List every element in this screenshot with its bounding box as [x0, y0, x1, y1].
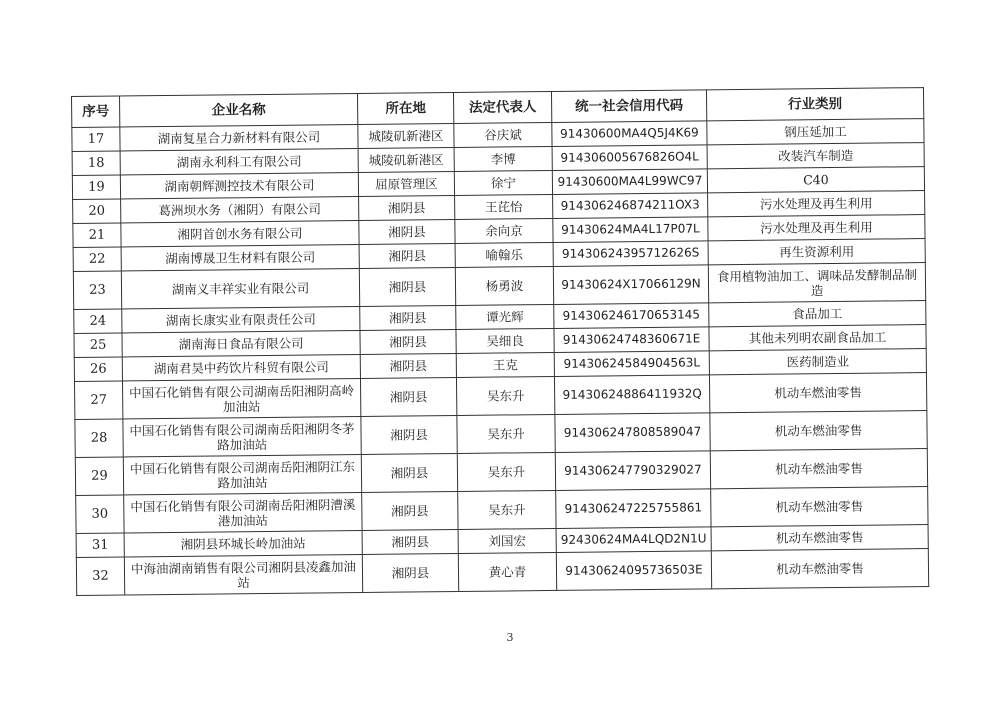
location-cell: 湘阴县	[362, 529, 458, 554]
header-index: 序号	[72, 96, 120, 128]
industry-cell: 食用植物油加工、调味品发酵制品制造	[708, 263, 925, 303]
location-cell: 湘阴县	[359, 243, 455, 268]
credit-code-cell: 91430624MA4L17P07L	[553, 217, 708, 243]
credit-code-cell: 92430624MA4LQD2N1U	[556, 527, 711, 553]
header-company-name: 企业名称	[120, 93, 358, 126]
legal-representative-cell: 吴东升	[457, 452, 555, 491]
industry-cell: 污水处理及再生利用	[708, 191, 925, 217]
legal-representative-cell: 王芘怡	[455, 194, 553, 219]
location-cell: 湘阴县	[359, 219, 455, 244]
location-cell: 城陵矶新港区	[358, 147, 454, 172]
company-name-cell: 中国石化销售有限公司湖南岳阳湘阴漕溪港加油站	[124, 492, 362, 532]
industry-cell: 污水处理及再生利用	[708, 215, 925, 241]
company-name-cell: 中国石化销售有限公司湖南岳阳湘阴冬茅路加油站	[123, 416, 361, 456]
row-index-cell: 26	[74, 357, 122, 382]
legal-representative-cell: 王克	[456, 352, 554, 377]
legal-representative-cell: 吴细良	[456, 328, 554, 353]
credit-code-cell: 914306005676826O4L	[552, 145, 707, 171]
location-cell: 湘阴县	[359, 195, 455, 220]
location-cell: 城陵矶新港区	[358, 123, 454, 148]
industry-cell: 机动车燃油零售	[710, 411, 927, 451]
industry-cell: C40	[707, 167, 924, 193]
industry-cell: 机动车燃油零售	[711, 487, 928, 527]
legal-representative-cell: 吴东升	[458, 490, 556, 529]
row-index-cell: 27	[74, 381, 122, 420]
company-name-cell: 葛洲坝水务（湘阴）有限公司	[121, 196, 359, 222]
company-name-cell: 中国石化销售有限公司湖南岳阳湘阴高岭加油站	[122, 378, 360, 418]
header-location: 所在地	[357, 92, 453, 124]
company-name-cell: 湖南君昊中药饮片科贸有限公司	[122, 354, 360, 380]
legal-representative-cell: 刘国宏	[458, 528, 556, 553]
company-name-cell: 湖南义丰祥实业有限公司	[121, 268, 359, 308]
industry-cell: 机动车燃油零售	[709, 373, 926, 413]
industry-cell: 医药制造业	[709, 349, 926, 375]
legal-representative-cell: 吴东升	[457, 414, 555, 453]
industry-cell: 食品加工	[709, 301, 926, 327]
location-cell: 湘阴县	[360, 353, 456, 378]
industry-cell: 其他未列明农副食品加工	[709, 325, 926, 351]
company-name-cell: 中海油湖南销售有限公司湘阴县凌鑫加油站	[124, 554, 362, 594]
location-cell: 湘阴县	[360, 305, 456, 330]
industry-cell: 机动车燃油零售	[711, 549, 928, 589]
credit-code-cell: 91430624095736503E	[556, 551, 711, 591]
location-cell: 湘阴县	[359, 267, 455, 306]
row-index-cell: 32	[76, 557, 124, 596]
industry-cell: 再生资源利用	[708, 239, 925, 265]
company-name-cell: 湖南朝辉测控技术有限公司	[120, 172, 358, 198]
location-cell: 湘阴县	[361, 453, 457, 492]
legal-representative-cell: 杨勇波	[455, 266, 553, 305]
credit-code-cell: 914306247225755861	[556, 489, 711, 529]
credit-code-cell: 91430600MA4L99WC97	[552, 169, 707, 195]
row-index-cell: 30	[76, 495, 124, 534]
legal-representative-cell: 李博	[454, 146, 552, 171]
company-name-cell: 湖南复星合力新材料有限公司	[120, 124, 358, 150]
location-cell: 屈原管理区	[358, 171, 454, 196]
legal-representative-cell: 喻翰乐	[455, 242, 553, 267]
credit-code-cell: 914306246874211OX3	[553, 193, 708, 219]
row-index-cell: 24	[74, 309, 122, 334]
company-name-cell: 湘阴县环城长岭加油站	[124, 530, 362, 556]
company-name-cell: 湘阴首创水务有限公司	[121, 220, 359, 246]
credit-code-cell: 91430624X17066129N	[553, 265, 708, 305]
credit-code-cell: 91430600MA4Q5J4K69	[552, 121, 707, 147]
company-name-cell: 湖南长康实业有限责任公司	[122, 306, 360, 332]
legal-representative-cell: 谭光辉	[456, 304, 554, 329]
industry-cell: 机动车燃油零售	[710, 449, 927, 489]
legal-representative-cell: 吴东升	[456, 376, 554, 415]
row-index-cell: 20	[73, 199, 121, 224]
row-index-cell: 17	[72, 127, 120, 152]
row-index-cell: 19	[72, 175, 120, 200]
credit-code-cell: 91430624395712626S	[553, 241, 708, 267]
legal-representative-cell: 徐宁	[454, 170, 552, 195]
company-name-cell: 湖南海日食品有限公司	[122, 330, 360, 356]
industry-cell: 改装汽车制造	[707, 143, 924, 169]
enterprise-table	[71, 87, 929, 596]
industry-cell: 钢压延加工	[707, 119, 924, 145]
location-cell: 湘阴县	[360, 329, 456, 354]
location-cell: 湘阴县	[362, 491, 458, 530]
credit-code-cell: 914306247808589047	[555, 413, 710, 453]
header-industry: 行业类别	[706, 88, 923, 121]
header-credit-code: 统一社会信用代码	[551, 90, 706, 123]
credit-code-cell: 91430624886411932Q	[554, 375, 709, 415]
legal-representative-cell: 黄心青	[458, 552, 556, 591]
row-index-cell: 22	[73, 247, 121, 272]
row-index-cell: 28	[75, 419, 123, 458]
row-index-cell: 21	[73, 223, 121, 248]
table-row	[76, 549, 928, 596]
credit-code-cell: 91430624584904563L	[554, 351, 709, 377]
row-index-cell: 23	[73, 271, 121, 310]
credit-code-cell: 914306247790329027	[555, 451, 710, 491]
legal-representative-cell: 余向京	[455, 218, 553, 243]
company-name-cell: 湖南博晟卫生材料有限公司	[121, 244, 359, 270]
row-index-cell: 31	[76, 533, 124, 558]
credit-code-cell: 914306246170653145	[554, 303, 709, 329]
company-name-cell: 湖南永利科工有限公司	[120, 148, 358, 174]
row-index-cell: 29	[75, 457, 123, 496]
row-index-cell: 18	[72, 151, 120, 176]
row-index-cell: 25	[74, 333, 122, 358]
industry-cell: 机动车燃油零售	[711, 525, 928, 551]
company-name-cell: 中国石化销售有限公司湖南岳阳湘阴江东路加油站	[123, 454, 361, 494]
location-cell: 湘阴县	[360, 377, 456, 416]
page-number: 3	[506, 631, 514, 644]
location-cell: 湘阴县	[361, 415, 457, 454]
credit-code-cell: 91430624748360671E	[554, 327, 709, 353]
location-cell: 湘阴县	[362, 553, 458, 592]
legal-representative-cell: 谷庆斌	[454, 122, 552, 147]
header-legal-representative: 法定代表人	[453, 91, 551, 123]
